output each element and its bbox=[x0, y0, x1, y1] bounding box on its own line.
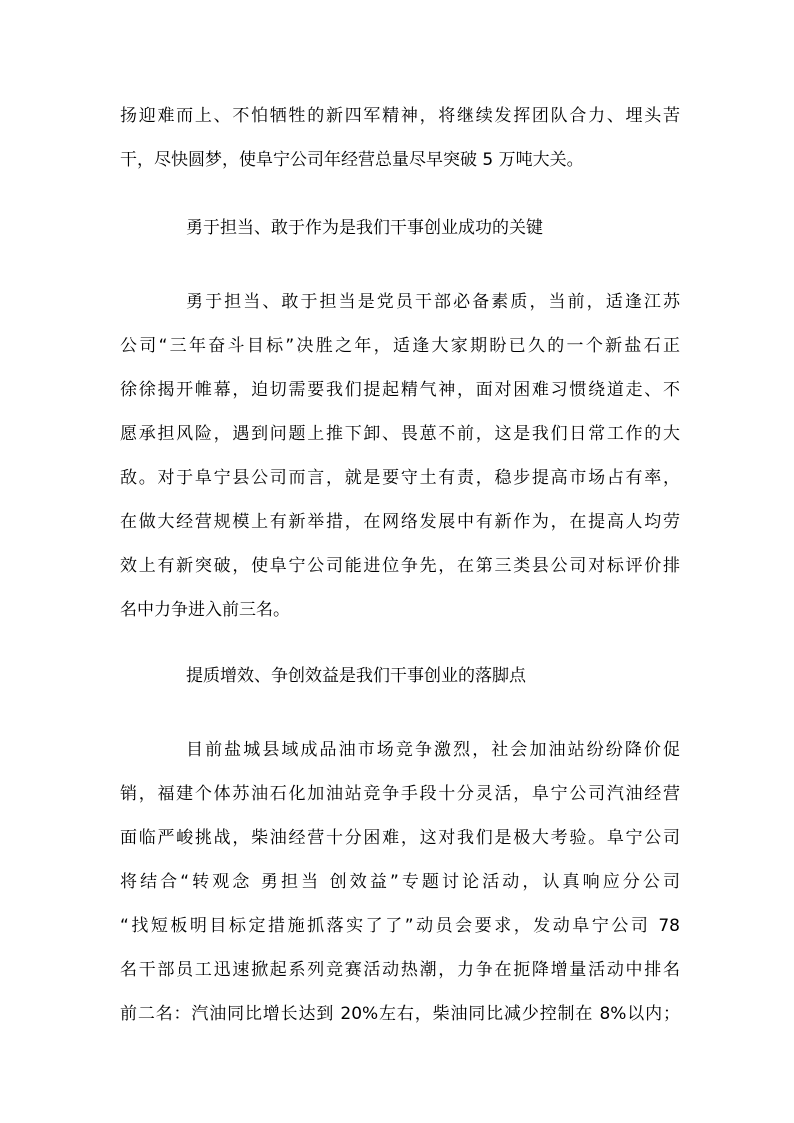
paragraph-3-line-7: 前二名：汽油同比增长达到 20%左右，柴油同比减少控制在 8%以内； bbox=[120, 1004, 680, 1024]
paragraph-3-line-2: 销，福建个体苏油石化加油站竞争手段十分灵活，阜宁公司汽油经营 bbox=[120, 784, 680, 804]
paragraph-3-line-6: 名干部员工迅速掀起系列竞赛活动热潮，力争在扼降增量活动中排名 bbox=[120, 960, 680, 980]
paragraph-2-line-1: 勇于担当、敢于担当是党员干部必备素质，当前，适逢江苏 bbox=[186, 292, 680, 312]
paragraph-1-line-1: 扬迎难而上、不怕牺牲的新四军精神，将继续发挥团队合力、埋头苦 bbox=[120, 106, 680, 126]
paragraph-3-line-1: 目前盐城县域成品油市场竞争激烈，社会加油站纷纷降价促 bbox=[186, 740, 680, 760]
paragraph-1-line-2: 干，尽快圆梦，使阜宁公司年经营总量尽早突破 5 万吨大关。 bbox=[120, 150, 584, 170]
paragraph-3-line-3: 面临严峻挑战，柴油经营十分困难，这对我们是极大考验。阜宁公司 bbox=[120, 828, 680, 848]
section-heading-1: 勇于担当、敢于作为是我们干事创业成功的关键 bbox=[186, 218, 543, 238]
paragraph-2-line-7: 效上有新突破，使阜宁公司能进位争先，在第三类县公司对标评价排 bbox=[120, 556, 680, 576]
paragraph-3-line-5: “找短板明目标定措施抓落实了了”动员会要求，发动阜宁公司 78 bbox=[120, 916, 680, 936]
section-heading-2: 提质增效、争创效益是我们干事创业的落脚点 bbox=[186, 666, 526, 686]
paragraph-2-line-4: 愿承担风险，遇到问题上推下卸、畏葸不前，这是我们日常工作的大 bbox=[120, 424, 680, 444]
paragraph-2-line-3: 徐徐揭开帷幕，迫切需要我们提起精气神，面对困难习惯绕道走、不 bbox=[120, 380, 680, 400]
paragraph-2-line-2: 公司“三年奋斗目标”决胜之年，适逢大家期盼已久的一个新盐石正 bbox=[120, 336, 680, 356]
paragraph-2-line-6: 在做大经营规模上有新举措，在网络发展中有新作为，在提高人均劳 bbox=[120, 512, 680, 532]
paragraph-2-line-5: 敌。对于阜宁县公司而言，就是要守土有责，稳步提高市场占有率， bbox=[120, 468, 680, 488]
paragraph-2-line-8: 名中力争进入前三名。 bbox=[120, 600, 290, 620]
paragraph-3-line-4: 将结合“转观念 勇担当 创效益”专题讨论活动，认真响应分公司 bbox=[120, 872, 680, 892]
